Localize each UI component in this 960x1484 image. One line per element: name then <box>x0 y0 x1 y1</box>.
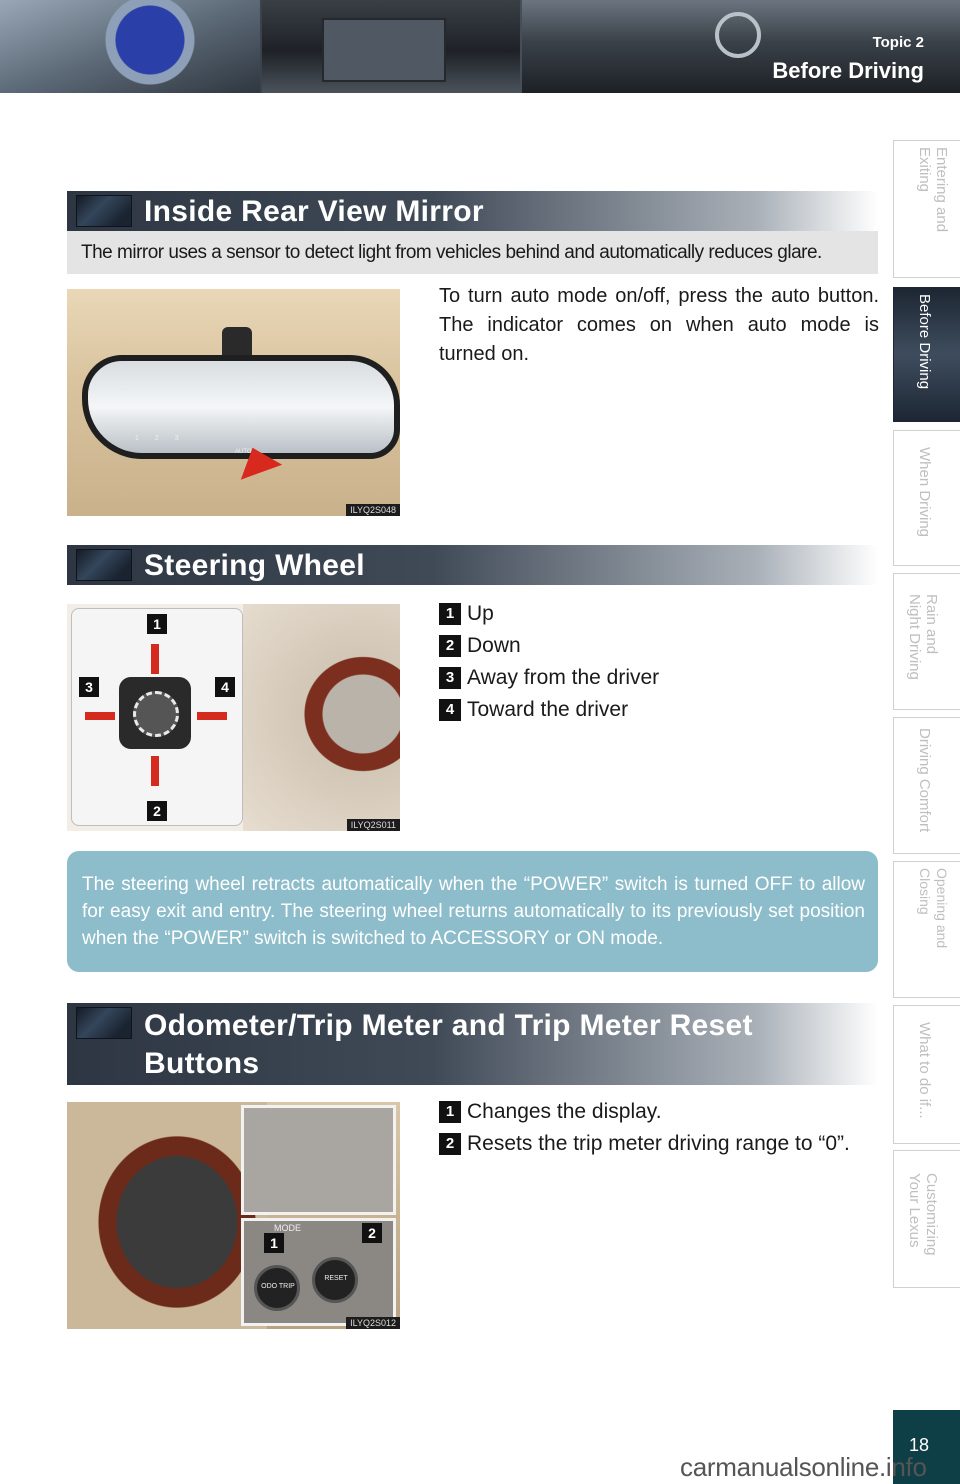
list-item <box>439 630 879 662</box>
item-label: Changes the display. <box>467 1100 662 1123</box>
list-item <box>439 662 879 694</box>
tab-driving-comfort[interactable] <box>893 717 960 854</box>
steering-wheel-photo <box>243 604 400 831</box>
mirror-title: Inside Rear View Mirror <box>144 195 484 228</box>
tab-before-driving[interactable] <box>893 287 960 422</box>
auto-button-label: AUTO <box>235 449 252 455</box>
tab-label: Customizing Your Lexus <box>906 1173 940 1256</box>
label-2: 2 <box>362 1223 382 1243</box>
section-title: Before Driving <box>772 58 924 83</box>
tab-customizing-your-lexus[interactable] <box>893 1150 960 1288</box>
mirror-section-header <box>67 191 878 231</box>
tab-label: Driving Comfort <box>916 728 933 833</box>
left-arrow-icon <box>85 712 115 720</box>
image-code: ILYQ2S012 <box>346 1317 400 1329</box>
section-chip <box>76 1007 132 1039</box>
section-chip <box>76 549 132 581</box>
label-3: 3 <box>79 677 99 697</box>
odometer-illustration <box>67 1102 400 1329</box>
mirror-subtitle: The mirror uses a sensor to detect light from vehicles behind and automatically reduces glare. <box>81 242 822 263</box>
tab-label: When Driving <box>916 447 933 538</box>
buttons-closeup <box>241 1218 396 1326</box>
mirror-button-labels: 1 2 3 <box>135 435 179 442</box>
list-item <box>439 1096 879 1128</box>
item-label: Away from the driver <box>467 666 660 689</box>
page-number: 18 <box>908 1435 930 1455</box>
steering-section-header <box>67 545 878 585</box>
tab-what-to-do-if[interactable] <box>893 1005 960 1144</box>
list-item <box>439 1128 879 1160</box>
item-label: Up <box>467 602 494 625</box>
tab-label: Opening and Closing <box>917 868 950 949</box>
header-banner <box>0 0 960 93</box>
watermark: carmanualsonline.info <box>680 1452 927 1482</box>
mirror-instruction-text: To turn auto mode on/off, press the auto button. The indicator comes on when auto mode is turned on. <box>439 285 879 365</box>
item-label: Resets the trip meter driving range to “0”. <box>467 1132 850 1155</box>
reset-label: RESET <box>324 1275 348 1282</box>
control-panel-closeup <box>241 1105 396 1215</box>
lexus-emblem-icon <box>715 12 761 58</box>
headlight-photo <box>0 0 260 93</box>
dashboard-photo <box>262 0 520 93</box>
steering-item-list <box>439 598 879 726</box>
tab-label: Before Driving <box>916 294 933 390</box>
odometer-title: Odometer/Trip Meter and Trip Meter Reset Buttons <box>144 1009 753 1080</box>
tab-rain-and-night-driving[interactable] <box>893 573 960 710</box>
tilt-telescopic-switch <box>119 677 191 749</box>
image-code: ILYQ2S048 <box>346 504 400 516</box>
topic-label: Topic 2 <box>872 34 924 51</box>
label-4: 4 <box>215 677 235 697</box>
instrument-cluster-photo <box>67 1102 267 1329</box>
tab-entering-and-exiting[interactable] <box>893 140 960 278</box>
odo-trip-label: ODO TRIP <box>261 1283 295 1290</box>
mirror-subtitle-bar <box>67 231 878 274</box>
odometer-section-header <box>67 1003 878 1085</box>
steering-illustration <box>67 604 400 831</box>
down-arrow-icon <box>151 756 159 786</box>
tab-opening-and-closing[interactable] <box>893 861 960 998</box>
item-number: 1 <box>439 603 461 625</box>
label-2: 2 <box>147 801 167 821</box>
note-text: The steering wheel retracts automatically when the “POWER” switch is turned OFF to allow for easy exit and entry. The steering wheel returns automatically to its previously set position when the “POWER” switch is switched to ACCESSORY or ON mode. <box>82 874 865 949</box>
mode-label: MODE <box>274 1223 301 1233</box>
mirror-glass <box>82 355 400 459</box>
odometer-item-list <box>439 1096 879 1160</box>
image-code: ILYQ2S011 <box>347 819 400 831</box>
list-item <box>439 694 879 726</box>
list-item <box>439 598 879 630</box>
tab-when-driving[interactable] <box>893 430 960 566</box>
item-number: 1 <box>439 1101 461 1123</box>
steering-note-box <box>67 851 878 972</box>
up-arrow-icon <box>151 644 159 674</box>
right-arrow-icon <box>197 712 227 720</box>
item-number: 2 <box>439 1133 461 1155</box>
tab-label: What to do if... <box>916 1022 933 1119</box>
item-label: Down <box>467 634 521 657</box>
label-1: 1 <box>147 614 167 634</box>
label-1: 1 <box>264 1233 284 1253</box>
item-label: Toward the driver <box>467 698 629 721</box>
mirror-illustration <box>67 289 400 516</box>
tab-label: Entering and Exiting <box>916 147 950 233</box>
tab-label: Rain and Night Driving <box>906 594 940 680</box>
item-number: 2 <box>439 635 461 657</box>
steering-title: Steering Wheel <box>144 549 365 582</box>
section-chip <box>76 195 132 227</box>
item-number: 4 <box>439 699 461 721</box>
item-number: 3 <box>439 667 461 689</box>
